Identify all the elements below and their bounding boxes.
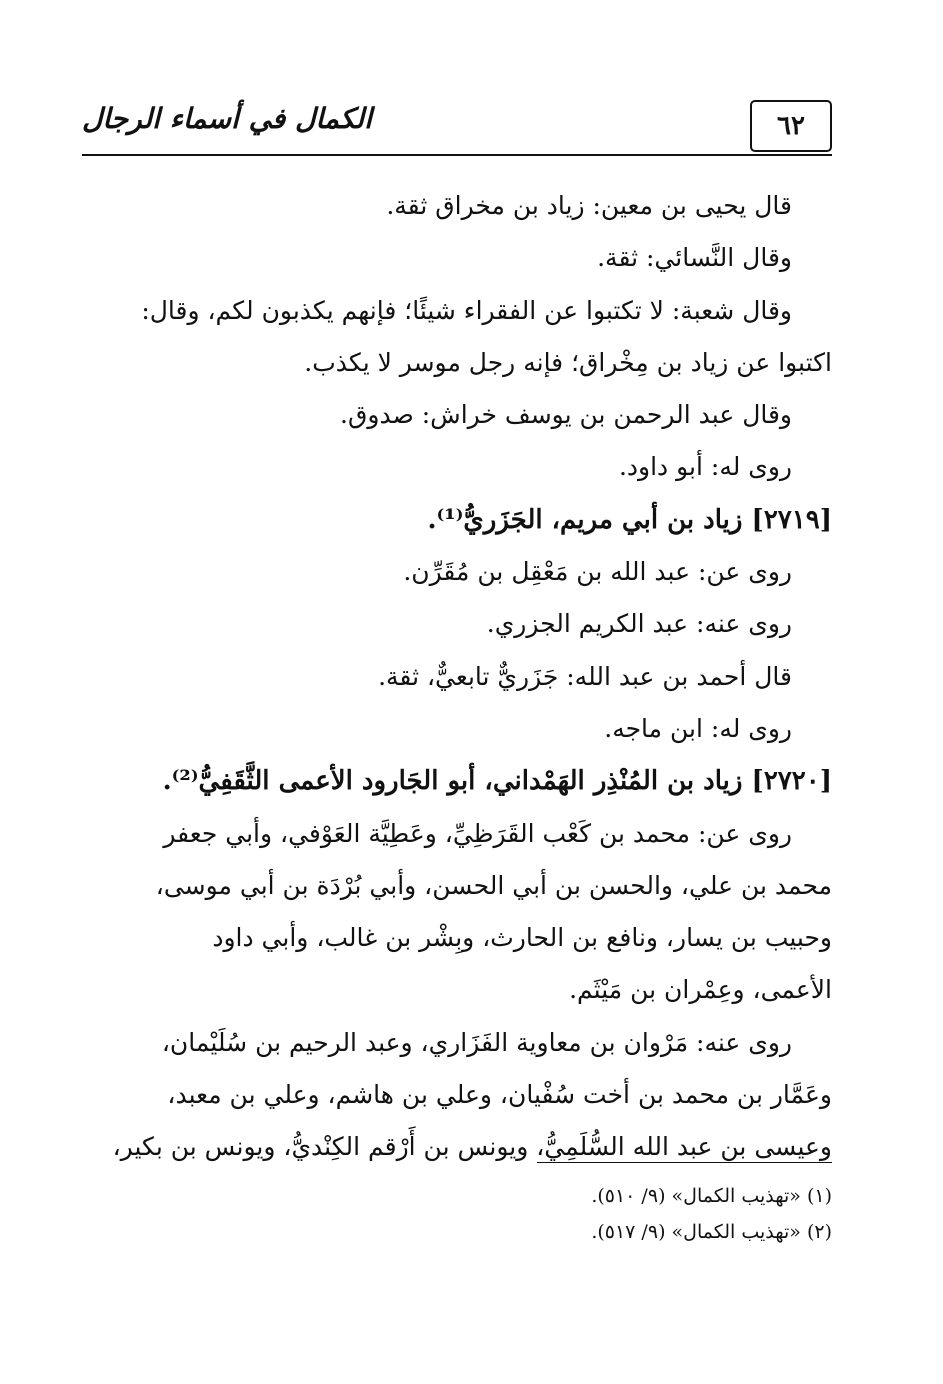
page-number: ٦٢ [777, 111, 805, 141]
text-line: وعَمَّار بن محمد بن أخت سُفْيان، وعلي بن هاشم، وعلي بن معبد، [167, 1080, 832, 1110]
text-line: وعيسى بن عبد الله السُّلَمِيُّ، ويونس بن أَرْقم الكِنْديُّ، ويونس بن بكير، [112, 1132, 832, 1162]
main-text [82, 180, 832, 1174]
text-line: روى له: أبو داود. [618, 452, 792, 482]
footnote-divider [537, 1162, 832, 1163]
text-line: وقال عبد الرحمن بن يوسف خراش: صدوق. [340, 400, 792, 430]
text-line: الأعمى، وعِمْران بن مَيْثَم. [569, 975, 832, 1005]
text-line: روى عن: محمد بن كَعْب القَرَظِيِّ، وعَطِيَّة العَوْفي، وأبي جعفر [163, 818, 792, 848]
text-line: روى عنه: مَرْوان بن معاوية الفَزَاري، وعبد الرحيم بن سُلَيْمان، [161, 1027, 792, 1057]
text-line: قال أحمد بن عبد الله: جَزَريٌّ تابعيٌّ، ثقة. [378, 661, 792, 691]
header-divider [82, 154, 832, 156]
entry-heading-2719: [٢٧١٩] زياد بن أبي مريم، الجَزَريُّ⁽¹⁾. [427, 504, 832, 535]
text-line: روى عنه: عبد الكريم الجزري. [486, 609, 792, 639]
entry-heading-2720: [٢٧٢٠] زياد بن المُنْذِر الهَمْداني، أبو الجَارود الأعمى الثَّقَفِيُّ⁽²⁾. [162, 766, 832, 797]
page-header [82, 96, 832, 156]
book-title: الكمال في أسماء الرجال [82, 102, 372, 135]
text-line: اكتبوا عن زياد بن مِخْراق؛ فإنه رجل موسر لا يكذب. [304, 347, 832, 377]
page-number-box [750, 100, 832, 152]
text-line: وقال النَّسائي: ثقة. [597, 243, 792, 273]
text-line: روى له: ابن ماجه. [604, 713, 792, 743]
text-line: قال يحيى بن معين: زياد بن مخراق ثقة. [386, 191, 792, 220]
text-line: وقال شعبة: لا تكتبوا عن الفقراء شيئًا؛ فإنهم يكذبون لكم، وقال: [141, 295, 792, 325]
text-line: محمد بن علي، والحسن بن أبي الحسن، وأبي بُرْدَة بن أبي موسى، [155, 870, 832, 900]
text-line: وحبيب بن يسار، ونافع بن الحارث، وبِشْر بن غالب، وأبي داود [212, 923, 832, 953]
footnote: (١) «تهذيب الكمال» (٩/ ٥١٠). [591, 1185, 832, 1207]
footnote: (٢) «تهذيب الكمال» (٩/ ٥١٧). [591, 1221, 832, 1243]
text-line: روى عن: عبد الله بن مَعْقِل بن مُقَرِّن. [403, 557, 792, 587]
footnotes [112, 1178, 832, 1250]
